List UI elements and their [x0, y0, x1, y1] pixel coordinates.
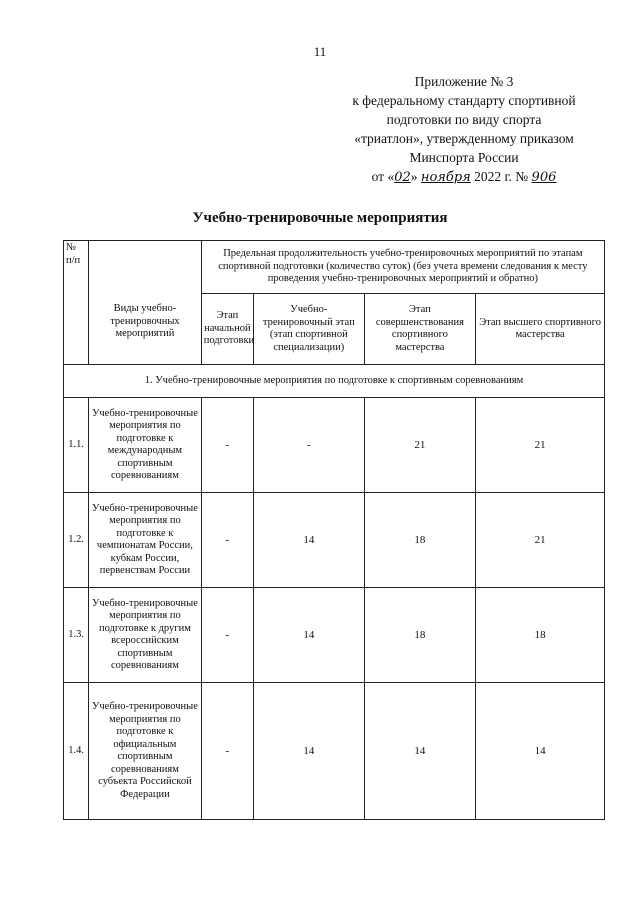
- row-stage-3: 21: [364, 398, 476, 493]
- order-month: ноября: [420, 170, 471, 185]
- appendix-line-2: к федеральному стандарту спортивной: [352, 93, 576, 108]
- row-stage-2: 14: [254, 588, 365, 683]
- row-type: Учебно-тренировочные мероприятия по подготовке к международным спортивным соревнованиям: [89, 398, 202, 493]
- row-stage-4: 14: [476, 683, 605, 820]
- row-stage-2: -: [254, 398, 365, 493]
- order-mid: »: [410, 169, 418, 184]
- row-stage-2: 14: [254, 493, 365, 588]
- row-stage-3: 14: [364, 683, 476, 820]
- table-row: [64, 493, 605, 588]
- header-stage-1: Этап начальной подготовки: [201, 294, 253, 365]
- row-num: 1.1.: [64, 398, 89, 493]
- appendix-line-5: Минспорта России: [409, 150, 519, 165]
- header-stage-3: Этап совершенствования спортивного мастерства: [364, 294, 476, 365]
- row-stage-1: -: [201, 493, 253, 588]
- order-number: 906: [531, 170, 557, 185]
- row-stage-1: -: [201, 588, 253, 683]
- row-stage-3: 18: [364, 493, 476, 588]
- row-stage-1: -: [201, 683, 253, 820]
- row-type: Учебно-тренировочные мероприятия по подготовке к чемпионатам России, кубкам России, первенствам России: [89, 493, 202, 588]
- row-type: Учебно-тренировочные мероприятия по подготовке к другим всероссийским спортивным соревнованиям: [89, 588, 202, 683]
- events-table: [63, 240, 605, 820]
- header-stage-2: Учебно-тренировочный этап (этап спортивной специализации): [254, 294, 365, 365]
- section-title: 1. Учебно-тренировочные мероприятия по подготовке к спортивным соревнованиям: [64, 365, 605, 398]
- order-prefix: от «: [371, 169, 395, 184]
- row-stage-1: -: [201, 398, 253, 493]
- row-type: Учебно-тренировочные мероприятия по подготовке к официальным спортивным соревнованиям субъекта Российской Федерации: [89, 683, 202, 820]
- row-stage-2: 14: [254, 683, 365, 820]
- appendix-line-3: подготовки по виду спорта: [386, 112, 542, 127]
- table-row: [64, 683, 605, 820]
- header-num: № п/п: [64, 241, 89, 365]
- row-stage-4: 21: [476, 398, 605, 493]
- appendix-block: [324, 72, 604, 187]
- row-stage-3: 18: [364, 588, 476, 683]
- table-row: [64, 398, 605, 493]
- order-date-line: [324, 167, 604, 187]
- order-year: 2022 г. №: [474, 169, 529, 184]
- appendix-line-1: Приложение № 3: [414, 74, 514, 89]
- row-num: 1.2.: [64, 493, 89, 588]
- row-stage-4: 21: [476, 493, 605, 588]
- row-stage-4: 18: [476, 588, 605, 683]
- appendix-line-4: «триатлон», утвержденному приказом: [354, 131, 574, 146]
- header-row-1: [64, 241, 605, 294]
- section-row: [64, 365, 605, 398]
- row-num: 1.4.: [64, 683, 89, 820]
- row-num: 1.3.: [64, 588, 89, 683]
- document-title: Учебно-тренировочные мероприятия: [192, 210, 448, 226]
- header-duration: Предельная продолжительность учебно-тренировочных мероприятий по этапам спортивной подготовки (количество суток) (без учета времени следования к месту проведения учебно-тренировочных мероприятий и обратно): [201, 241, 604, 294]
- table-row: [64, 588, 605, 683]
- header-stage-4: Этап высшего спортивного мастерства: [476, 294, 605, 365]
- page-number: 11: [313, 44, 327, 59]
- order-day: 02: [394, 170, 411, 185]
- header-type: Виды учебно-тренировочных мероприятий: [89, 241, 202, 365]
